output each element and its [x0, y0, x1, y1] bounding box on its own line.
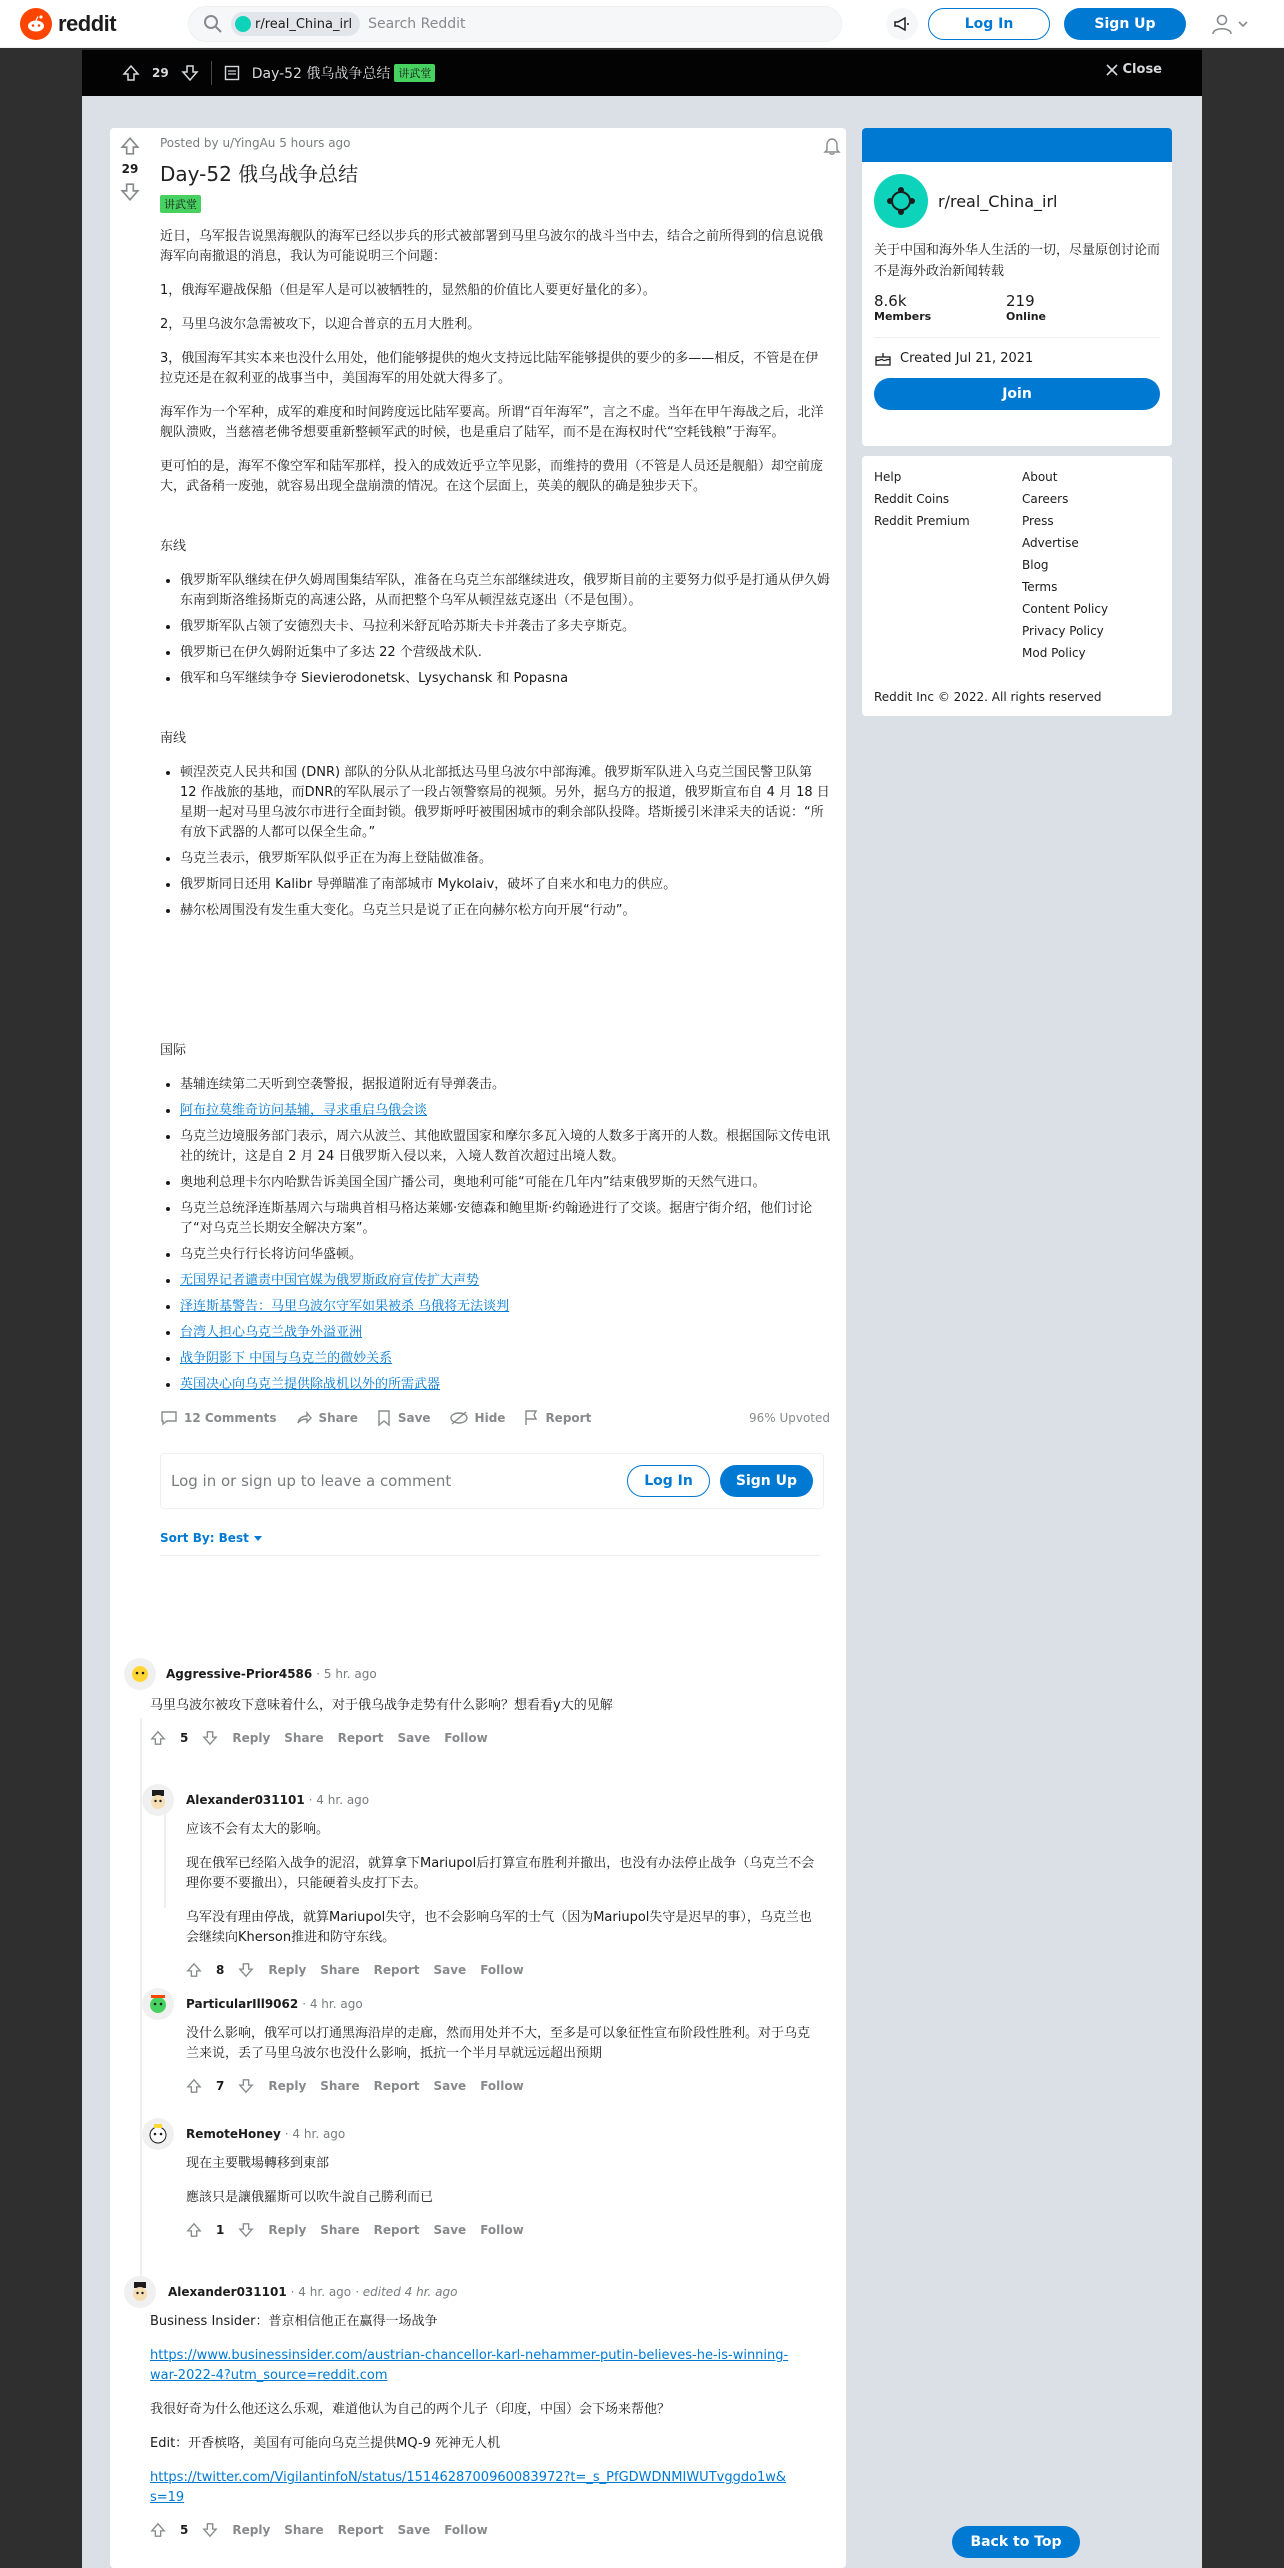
news-link[interactable]: 战争阴影下 中国与乌克兰的微妙关系 — [180, 1351, 393, 1366]
comment-time: · 4 hr. ago — [302, 1997, 363, 2011]
save-label: Save — [397, 1411, 431, 1425]
comment-body — [150, 2312, 790, 2508]
reply-button[interactable]: Reply — [232, 1731, 271, 1745]
hide-button[interactable] — [449, 1410, 506, 1426]
comment-score: 8 — [216, 1963, 225, 1977]
community-icon — [874, 174, 928, 228]
comments-button[interactable] — [160, 1409, 277, 1427]
sort-label: Sort By: Best — [160, 1531, 249, 1545]
follow-button[interactable]: Follow — [480, 2223, 524, 2237]
footer-link[interactable]: Reddit Premium — [874, 514, 970, 528]
list-item — [180, 1349, 830, 1369]
downvote-icon[interactable] — [181, 64, 199, 82]
comment-signup-button[interactable]: Sign Up — [720, 1465, 813, 1497]
user-icon — [1211, 13, 1233, 35]
share-button[interactable]: Share — [284, 2523, 324, 2537]
upvote-icon[interactable] — [120, 136, 140, 156]
report-button[interactable]: Report — [373, 1963, 420, 1977]
comment — [124, 2276, 824, 2538]
list-item: • 乌克兰边境服务部门表示，周六从波兰、其他欧盟国家和摩尔多瓦入境的人数多于离开的人数。根据国际文传电讯社的统计，这是自 2 月 24 日俄罗斯入侵以来，入境人数首次超过出境人数。 — [180, 1127, 830, 1167]
footer-links-card — [862, 456, 1172, 716]
signup-button[interactable]: Sign Up — [1064, 8, 1186, 40]
share-label: Share — [318, 1411, 358, 1425]
comment-time: · 4 hr. ago — [290, 2285, 352, 2299]
avatar[interactable] — [142, 2118, 174, 2150]
comment-edited: · edited 4 hr. ago — [355, 2285, 458, 2299]
close-post-button[interactable] — [1105, 62, 1162, 77]
footer-link[interactable]: Terms — [1022, 580, 1058, 594]
avatar-icon — [145, 1787, 171, 1813]
downvote-icon[interactable] — [202, 1730, 218, 1746]
report-button[interactable]: Report — [373, 2079, 420, 2093]
reddit-logo[interactable] — [20, 8, 116, 40]
comment-login-prompt — [160, 1453, 824, 1509]
search-subreddit-filter[interactable] — [231, 12, 360, 36]
comment-actions — [186, 1962, 822, 1978]
comment-actions — [150, 1730, 824, 1746]
upvote-icon[interactable] — [186, 2078, 202, 2094]
footer-link[interactable]: Press — [1022, 514, 1054, 528]
report-button[interactable]: Report — [337, 1731, 384, 1745]
bookmark-icon — [376, 1409, 392, 1427]
comment-paragraph: 應該只是讓俄羅斯可以吹牛說自己勝利而已 — [186, 2190, 434, 2205]
post-body — [160, 227, 830, 1395]
paragraph: 1，俄海军避战保船（但是军人是可以被牺牲的，显然船的价值比人要更好量化的多）。 — [160, 283, 656, 298]
copyright: Reddit Inc © 2022. All rights reserved — [874, 690, 1102, 704]
avatar-icon — [127, 1661, 153, 1687]
comment-body — [186, 1820, 822, 1948]
post-flair: 讲武堂 — [160, 195, 201, 213]
follow-button[interactable]: Follow — [480, 2079, 524, 2093]
search-icon — [203, 14, 223, 34]
comment-paragraph: 马里乌波尔被攻下意味着什么，对于俄乌战争走势有什么影响？想看看y大的见解 — [150, 1698, 613, 1713]
footer-link[interactable]: Careers — [1022, 492, 1069, 506]
search-bar[interactable] — [188, 6, 842, 42]
avatar[interactable] — [142, 1784, 174, 1816]
footer-link[interactable]: Blog — [1022, 558, 1049, 572]
post-content — [160, 136, 830, 1556]
comment-body — [150, 1696, 824, 1716]
list-item: • 奥地利总理卡尔内哈默告诉美国全国广播公司，奥地利可能“可能在几年内”结束俄罗斯的天然气进口。 — [180, 1173, 830, 1193]
downvote-icon[interactable] — [238, 1962, 254, 1978]
avatar[interactable] — [124, 1658, 156, 1690]
comment-actions — [186, 2222, 822, 2238]
back-to-top-button[interactable]: Back to Top — [952, 2526, 1080, 2558]
section-heading-intl: 国际 — [160, 1043, 187, 1058]
upvote-icon[interactable] — [186, 2222, 202, 2238]
postbar-title: Day-52 俄乌战争总结 — [251, 66, 391, 82]
comment-author[interactable]: Alexander031101 — [168, 2285, 287, 2299]
user-menu-dropdown[interactable] — [1200, 8, 1260, 40]
community-description: 关于中国和海外华人生活的一切，尽量原创讨论而不是海外政治新闻转载 — [874, 243, 1161, 279]
divider — [211, 61, 212, 85]
report-button[interactable]: Report — [373, 2223, 420, 2237]
comment-score: 5 — [180, 2523, 189, 2537]
follow-button[interactable]: Follow — [444, 2523, 488, 2537]
list-item: • 顿涅茨克人民共和国 (DNR) 部队的分队从北部抵达马里乌波尔中部海滩。俄罗斯军队进入乌克兰国民警卫队第 12 作战旅的基地，而DNR的军队展示了一段占领警察局的视频。另外，据乌方的报道，俄罗斯宣布自 4 月 18 日星期一起对马里乌波尔市进行全面封锁。俄罗斯呼吁被围困城市的剩余部队投降。塔斯援引米津采夫的话说：“所有放下武器的人都可以保全生命。” — [180, 763, 830, 843]
top-navigation — [0, 0, 1284, 48]
comment-author[interactable]: Alexander031101 — [186, 1793, 305, 1807]
share-button[interactable]: Share — [320, 1963, 360, 1977]
comment-paragraph: 应该不会有太大的影响。 — [186, 1822, 330, 1837]
postbar-flair: 讲武堂 — [394, 64, 435, 82]
downvote-icon[interactable] — [238, 2222, 254, 2238]
comment-time: · 4 hr. ago — [284, 2127, 346, 2141]
join-button[interactable]: Join — [874, 378, 1160, 410]
section-heading-east: 东线 — [160, 539, 187, 554]
upvote-icon[interactable] — [150, 1730, 166, 1746]
comment-author[interactable]: RemoteHoney — [186, 2127, 281, 2141]
list-item: • 俄罗斯军队继续在伊久姆周围集结军队，准备在乌克兰东部继续进攻，俄罗斯目前的主要努力似乎是打通从伊久姆东南到斯洛维扬斯克的高速公路，从而把整个乌军从顿涅兹克逐出（不是包围）。 — [180, 571, 830, 611]
reply-button[interactable]: Reply — [268, 1963, 307, 1977]
paragraph: 3，俄国海军其实本来也没什么用处，他们能够提供的炮火支持远比陆军能够提供的要少的多——相反，不管是在伊拉克还是在叙利亚的战事当中，美国海军的用处就大得多了。 — [160, 351, 819, 386]
reply-button[interactable]: Reply — [232, 2523, 271, 2537]
downvote-icon[interactable] — [120, 182, 140, 202]
paragraph: 近日，乌军报告说黑海舰队的海军已经以步兵的形式被部署到马里乌波尔的战斗当中去，结合之前所得到的信息说俄海军向南撤退的消息，我认为可能说明三个问题： — [160, 229, 824, 264]
report-button[interactable]: Report — [337, 2523, 384, 2537]
intl-list — [180, 1075, 830, 1395]
save-button[interactable] — [376, 1409, 431, 1427]
search-input[interactable] — [368, 16, 768, 32]
comment — [142, 1988, 822, 2094]
login-button[interactable]: Log In — [928, 8, 1050, 40]
list-item: • 乌克兰总统泽连斯基周六与瑞典首相马格达莱娜·安德森和鲍里斯·约翰逊进行了交谈。据唐宁街介绍，他们讨论了“对乌克兰长期安全解决方案”。 — [180, 1199, 830, 1239]
molecule-icon — [884, 184, 918, 218]
list-item: • 俄罗斯军队占领了安德烈夫卡、马拉利米舒瓦哈苏斯夫卡并袭击了多夫亨斯克。 — [180, 617, 830, 637]
news-link[interactable]: 阿布拉莫维奇访问基辅，寻求重启乌俄会谈 — [180, 1103, 428, 1118]
post-top-bar — [82, 50, 1202, 96]
avatar-icon — [145, 2121, 171, 2147]
comment-link[interactable]: https://twitter.com/VigilantinfoN/status/1514628700960083972?t=_s_PfGDWDNMIWUTvggdo1w&s=19 — [150, 2470, 787, 2505]
footer-links-col1 — [874, 470, 1022, 668]
upvote-icon[interactable] — [150, 2522, 166, 2538]
list-item: • 赫尔松周围没有发生重大变化。乌克兰只是说了正在向赫尔松方向开展“行动”。 — [180, 901, 830, 921]
sort-dropdown[interactable] — [160, 1531, 820, 1556]
comment-author[interactable]: ParticularIll9062 — [186, 1997, 299, 2011]
list-item — [180, 1323, 830, 1343]
comment-score: 7 — [216, 2079, 225, 2093]
comment-link[interactable]: https://www.businessinsider.com/austrian-chancellor-karl-nehammer-putin-believes-he-is-winning-war-2022-4?utm_source=reddit.com — [150, 2348, 789, 2383]
comment-login-button[interactable]: Log In — [627, 1465, 710, 1497]
comment-body — [186, 2154, 822, 2208]
comment-paragraph: 没什么影响，俄军可以打通黑海沿岸的走廊，然而用处并不大，至多是可以象征性宣布阶段性胜利。对于乌克兰来说，丢了马里乌波尔也没什么影响，抵抗一个半月早就远远超出预期 — [186, 2026, 811, 2061]
east-list — [180, 571, 830, 689]
post-actions — [160, 1409, 830, 1427]
list-item — [180, 1101, 830, 1121]
brand-name: reddit — [58, 11, 117, 36]
footer-link[interactable]: Privacy Policy — [1022, 624, 1104, 638]
save-button[interactable]: Save — [397, 1731, 431, 1745]
footer-links-col2 — [1022, 470, 1108, 668]
avatar-icon — [127, 2279, 153, 2305]
downvote-icon[interactable] — [202, 2522, 218, 2538]
cake-icon — [874, 350, 892, 366]
upvote-icon[interactable] — [186, 1962, 202, 1978]
footer-link[interactable]: Advertise — [1022, 536, 1079, 550]
post-title: Day-52 俄乌战争总结 — [160, 162, 359, 186]
comment-score: 1 — [216, 2223, 225, 2237]
news-link[interactable]: 台湾人担心乌克兰战争外溢亚洲 — [180, 1325, 363, 1340]
post-score: 29 — [121, 162, 139, 176]
avatar-icon — [145, 1991, 171, 2017]
community-name[interactable]: r/real_China_irl — [938, 191, 1058, 211]
share-button[interactable] — [295, 1409, 358, 1427]
upvote-ratio: 96% Upvoted — [748, 1411, 830, 1425]
comment-time: · 5 hr. ago — [316, 1667, 377, 1681]
avatar[interactable] — [142, 1988, 174, 2020]
upvote-icon[interactable] — [122, 64, 140, 82]
comment-icon — [160, 1409, 178, 1427]
downvote-icon[interactable] — [238, 2078, 254, 2094]
footer-link[interactable]: Reddit Coins — [874, 492, 950, 506]
vote-column — [110, 128, 150, 202]
list-item: • 俄罗斯同日还用 Kalibr 导弹瞄准了南部城市 Mykolaiv，破坏了自来水和电力的供应。 — [180, 875, 830, 895]
caret-down-icon — [253, 1533, 263, 1543]
report-label: Report — [545, 1411, 592, 1425]
comment-author[interactable]: Aggressive-Prior4586 — [166, 1667, 313, 1681]
save-button[interactable]: Save — [397, 2523, 431, 2537]
close-label: Close — [1122, 62, 1162, 77]
news-link[interactable]: 泽连斯基警告：马里乌波尔守军如果被杀 乌俄将无法谈判 — [180, 1299, 510, 1314]
paragraph: 海军作为一个军种，成军的难度和时间跨度远比陆军要高。所谓“百年海军”，言之不虚。当年在甲午海战之后，北洋舰队溃败，当慈禧老佛爷想要重新整顿军武的时候，也是重启了陆军，而不是在海权时代“空耗钱粮”于海军。 — [160, 405, 824, 440]
footer-link[interactable]: Content Policy — [1022, 602, 1109, 616]
paragraph: 更可怕的是，海军不像空军和陆军那样，投入的成效近乎立竿见影，而维持的费用（不管是人员还是舰船）却空前庞大，武备稍一废弛，就容易出现全盘崩溃的情况。在这个层面上，英美的舰队的确是独步天下。 — [160, 459, 824, 494]
comment — [142, 2118, 822, 2238]
subreddit-icon — [235, 16, 251, 32]
footer-link[interactable]: Mod Policy — [1022, 646, 1086, 660]
search-subreddit-label: r/real_China_irl — [255, 16, 353, 32]
comment — [142, 1784, 822, 1978]
post-meta: Posted by u/YingAu 5 hours ago — [160, 136, 351, 150]
list-item: • 俄罗斯已在伊久姆附近集中了多达 22 个营级战术队. — [180, 643, 830, 663]
list-item: • 基辅连续第二天听到空袭警报，据报道附近有导弹袭击。 — [180, 1075, 830, 1095]
save-button[interactable]: Save — [433, 1963, 467, 1977]
news-link[interactable]: 英国决心向乌克兰提供除战机以外的所需武器 — [180, 1377, 441, 1392]
south-list — [180, 763, 830, 921]
advertise-button[interactable] — [886, 8, 918, 40]
online-label: Online — [1006, 310, 1047, 323]
post-card — [110, 128, 846, 2568]
comment-actions — [186, 2078, 822, 2094]
comment-paragraph: 乌军没有理由停战，就算Mariupol失守，也不会影响乌军的士气（因为Mariupol失守是迟早的事），乌克兰也会继续向Kherson推进和防守东线。 — [186, 1910, 812, 1945]
share-button[interactable]: Share — [320, 2079, 360, 2093]
footer-link[interactable]: Help — [874, 470, 902, 484]
comment-body — [186, 2024, 822, 2064]
share-button[interactable]: Share — [284, 1731, 324, 1745]
reply-button[interactable]: Reply — [268, 2079, 307, 2093]
follow-button[interactable]: Follow — [480, 1963, 524, 1977]
hide-icon — [449, 1410, 469, 1426]
comment — [124, 1658, 824, 1746]
comment-paragraph: 我很好奇为什么他还这么乐观，难道他认为自己的两个儿子（印度，中国）会下场来帮他？ — [150, 2402, 671, 2417]
comment-score: 5 — [180, 1731, 189, 1745]
section-heading-south: 南线 — [160, 731, 187, 746]
list-item: • 乌克兰央行行长将访问华盛顿。 — [180, 1245, 830, 1265]
created-date: Created Jul 21, 2021 — [900, 350, 1034, 366]
hide-label: Hide — [474, 1411, 506, 1425]
community-banner — [862, 128, 1172, 162]
footer-link[interactable]: About — [1022, 470, 1058, 484]
comment-actions — [150, 2522, 824, 2538]
comment-paragraph: Edit：开香槟咯，美国有可能向乌克兰提供MQ-9 死神无人机 — [150, 2436, 501, 2451]
list-item: • 乌克兰表示，俄罗斯军队似乎正在为海上登陆做准备。 — [180, 849, 830, 869]
paragraph: 2，马里乌波尔急需被攻下，以迎合普京的五月大胜利。 — [160, 317, 481, 332]
reply-button[interactable]: Reply — [268, 2223, 307, 2237]
share-button[interactable]: Share — [320, 2223, 360, 2237]
news-link[interactable]: 无国界记者谴责中国官媒为俄罗斯政府宣传扩大声势 — [180, 1273, 480, 1288]
share-icon — [295, 1409, 313, 1427]
comment-paragraph: 现在俄军已经陷入战争的泥沼，就算拿下Mariupol后打算宣布胜利并撤出，也没有办法停止战争（乌克兰不会理你要不要撤出），只能硬着头皮打下去。 — [186, 1856, 815, 1891]
report-button[interactable] — [523, 1409, 591, 1427]
community-card — [862, 128, 1172, 446]
close-icon — [1105, 63, 1119, 77]
members-label: Members — [874, 310, 932, 323]
list-item — [180, 1297, 830, 1317]
save-button[interactable]: Save — [433, 2223, 467, 2237]
flag-icon — [523, 1409, 539, 1427]
comment-time: · 4 hr. ago — [308, 1793, 370, 1807]
online-count: 219 — [1006, 292, 1035, 310]
comment-paragraph: 现在主要戰場轉移到東部 — [186, 2156, 330, 2171]
follow-button[interactable]: Follow — [444, 1731, 488, 1745]
list-item: • 俄军和乌军继续争夺 Sievierodonetsk、Lysychansk 和 Popasna — [180, 669, 830, 689]
members-count: 8.6k — [874, 292, 907, 310]
snoo-icon — [20, 8, 52, 40]
list-item — [180, 1375, 830, 1395]
post-text-icon — [224, 65, 240, 81]
postbar-score: 29 — [152, 66, 169, 80]
list-item — [180, 1271, 830, 1291]
comment-prompt-text: Log in or sign up to leave a comment — [171, 1472, 452, 1490]
comment-paragraph: Business Insider：普京相信他正在赢得一场战争 — [150, 2314, 438, 2329]
save-button[interactable]: Save — [433, 2079, 467, 2093]
megaphone-icon — [893, 15, 911, 33]
avatar[interactable] — [124, 2276, 156, 2308]
comments-count: 12 Comments — [184, 1411, 277, 1425]
chevron-down-icon — [1237, 18, 1249, 30]
